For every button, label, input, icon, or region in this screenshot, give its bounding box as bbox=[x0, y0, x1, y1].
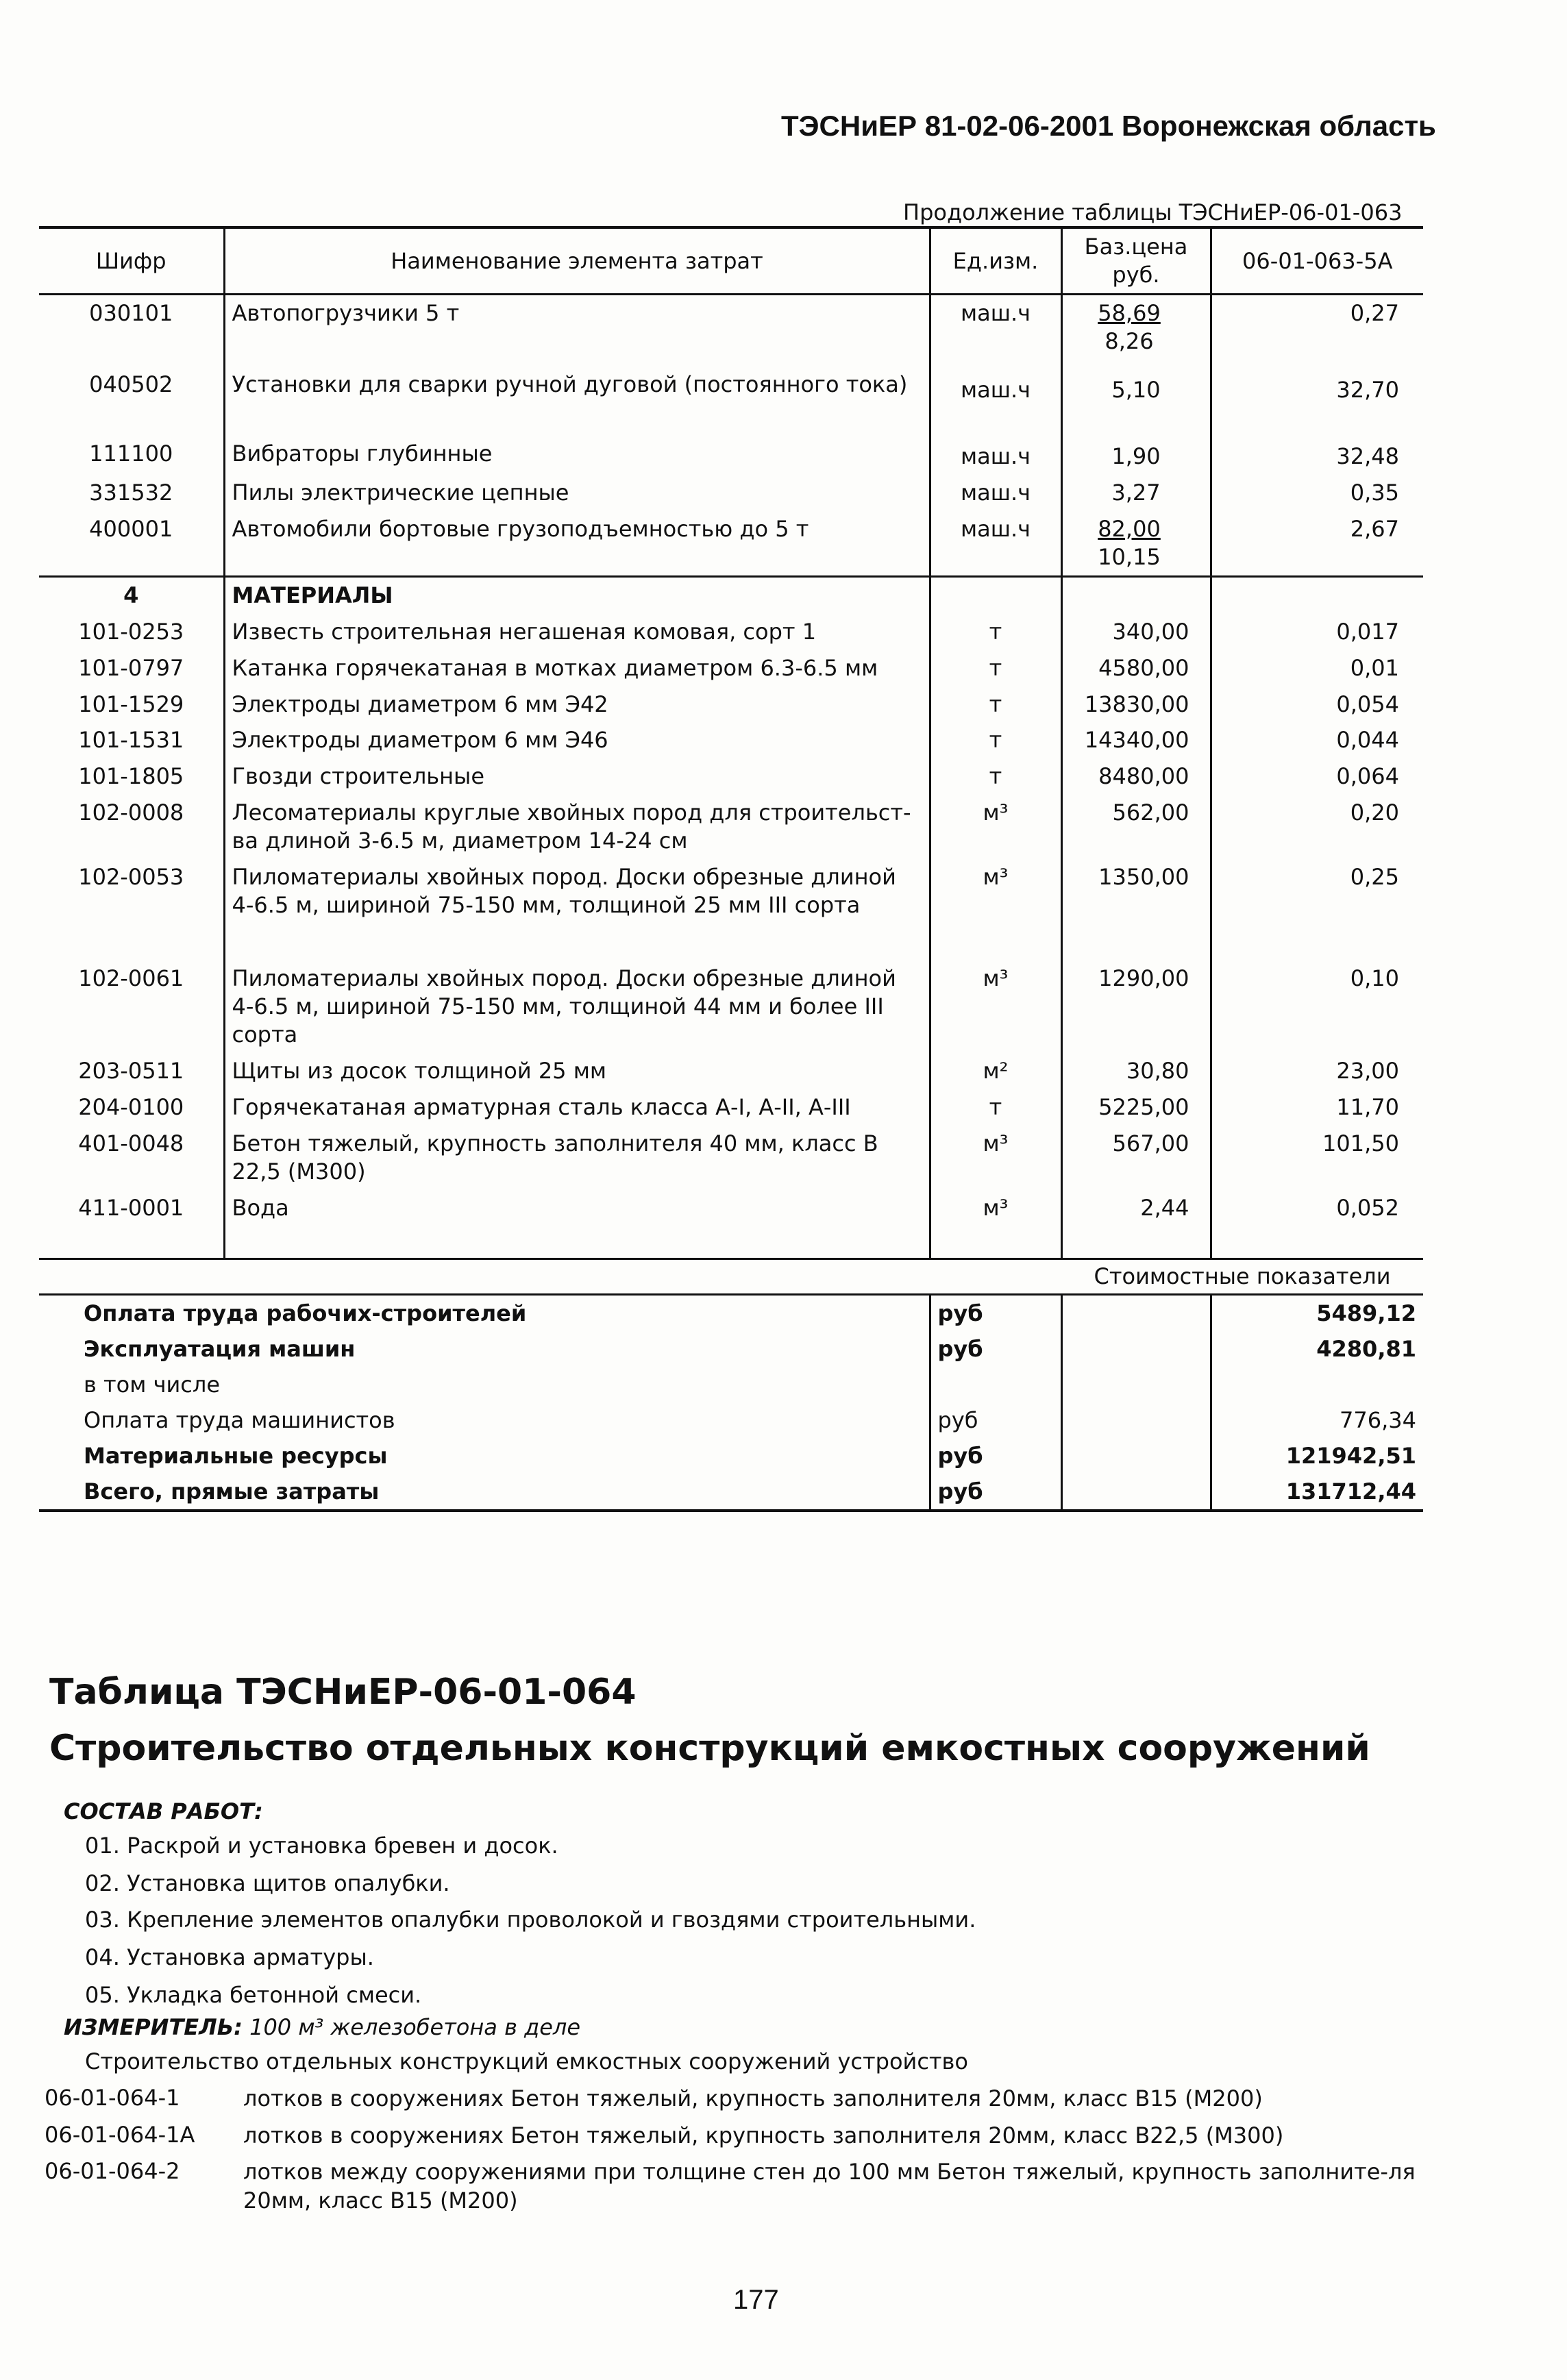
row-code: 101-1531 bbox=[39, 722, 224, 758]
cost-label: Оплата труда машинистов bbox=[39, 1402, 930, 1438]
row-unit: маш.ч bbox=[930, 408, 1061, 475]
row-value: 0,20 bbox=[1350, 799, 1399, 826]
row-price bbox=[1061, 511, 1211, 576]
row-unit: т bbox=[930, 1089, 1061, 1126]
row-value: 101,50 bbox=[1322, 1130, 1399, 1156]
row-name: Автомобили бортовые грузоподъемностью до 5 т bbox=[224, 511, 930, 576]
cost-header: Стоимостные показатели bbox=[1061, 1259, 1423, 1294]
row-name: Гвозди строительные bbox=[224, 758, 930, 795]
row-code: 400001 bbox=[39, 511, 224, 576]
row-unit: маш.ч bbox=[930, 360, 1061, 408]
variant-text: лотков в сооружениях Бетон тяжелый, крупность заполнителя 20мм, класс В15 (М200) bbox=[243, 2085, 1263, 2111]
table-header-row bbox=[39, 227, 1423, 295]
table-row bbox=[39, 475, 1423, 511]
cost-unit: руб bbox=[930, 1331, 1061, 1367]
row-price: 562,00 bbox=[1061, 795, 1211, 859]
price-main: 58,69 bbox=[1098, 300, 1161, 326]
row-value: 0,01 bbox=[1350, 654, 1399, 681]
row-price: 8480,00 bbox=[1061, 758, 1211, 795]
row-name: Пиломатериалы хвойных пород. Доски обрезные длиной 4-6.5 м, шириной 75-150 мм, толщиной 44 мм и более III сорта bbox=[224, 960, 930, 1053]
cost-unit: руб bbox=[930, 1294, 1061, 1331]
work-item: 04. Установка арматуры. bbox=[85, 1944, 374, 1970]
row-price: 1,90 bbox=[1061, 408, 1211, 475]
row-unit: м³ bbox=[930, 960, 1061, 1053]
row-price: 340,00 bbox=[1061, 614, 1211, 650]
variant-text: лотков между сооружениями при толщине стен до 100 мм Бетон тяжелый, крупность заполните-ля 20мм, класс В15 (М200) bbox=[243, 2159, 1416, 2214]
row-unit: м³ bbox=[930, 1126, 1061, 1190]
cost-row bbox=[39, 1402, 1423, 1438]
row-code: 101-0253 bbox=[39, 614, 224, 650]
row-code: 101-0797 bbox=[39, 650, 224, 686]
price-main: 82,00 bbox=[1098, 515, 1161, 542]
row-name: Горячекатаная арматурная сталь класса А-I, А-II, А-III bbox=[224, 1089, 930, 1126]
row-code: 102-0053 bbox=[39, 859, 224, 960]
row-code: 111100 bbox=[39, 408, 224, 475]
row-name: Пиломатериалы хвойных пород. Доски обрезные длиной 4-6.5 м, шириной 75-150 мм, толщиной 25 мм III сорта bbox=[224, 859, 930, 960]
meter-value: 100 м³ железобетона в деле bbox=[249, 2014, 581, 2040]
row-name: Лесоматериалы круглые хвойных пород для строительст-ва длиной 3-6.5 м, диаметром 14-24 см bbox=[224, 795, 930, 859]
variant-code: 06-01-064-1 bbox=[45, 2085, 180, 2111]
table-row bbox=[39, 360, 1423, 408]
row-unit: м³ bbox=[930, 1190, 1061, 1226]
row-value: 0,064 bbox=[1336, 763, 1399, 790]
row-price: 14340,00 bbox=[1061, 722, 1211, 758]
row-price: 1350,00 bbox=[1061, 859, 1211, 960]
row-unit: маш.ч bbox=[930, 295, 1061, 360]
row-unit: т bbox=[930, 686, 1061, 723]
row-value: 32,48 bbox=[1336, 443, 1399, 469]
table-row bbox=[39, 408, 1423, 475]
cost-value: 121942,51 bbox=[1285, 1442, 1416, 1469]
row-name: Электроды диаметром 6 мм Э42 bbox=[224, 686, 930, 723]
table-row bbox=[39, 650, 1423, 686]
row-code: 102-0008 bbox=[39, 795, 224, 859]
meter-label: ИЗМЕРИТЕЛЬ: bbox=[64, 2014, 243, 2040]
works-label: СОСТАВ РАБОТ: bbox=[64, 1798, 263, 1824]
cost-value: 5489,12 bbox=[1316, 1300, 1416, 1326]
table-row bbox=[39, 1089, 1423, 1126]
row-value: 0,10 bbox=[1350, 965, 1399, 992]
row-price: 567,00 bbox=[1061, 1126, 1211, 1190]
row-value: 0,27 bbox=[1350, 300, 1399, 326]
row-code: 101-1529 bbox=[39, 686, 224, 723]
row-value: 11,70 bbox=[1336, 1094, 1399, 1121]
row-code: 040502 bbox=[39, 360, 224, 408]
cost-row-total bbox=[39, 1474, 1423, 1511]
variant-code: 06-01-064-2 bbox=[45, 2158, 180, 2184]
row-value: 0,25 bbox=[1350, 864, 1399, 891]
row-price: 13830,00 bbox=[1061, 686, 1211, 723]
table2-description: Строительство отдельных конструкций емкостных сооружений устройство bbox=[85, 2048, 968, 2074]
row-code: 030101 bbox=[39, 295, 224, 360]
column-header-unit: Ед.изм. bbox=[930, 227, 1061, 295]
row-value: 32,70 bbox=[1336, 376, 1399, 403]
row-name: Пилы электрические цепные bbox=[224, 475, 930, 511]
row-price: 30,80 bbox=[1061, 1053, 1211, 1089]
row-name: Вода bbox=[224, 1190, 930, 1226]
row-code: 203-0511 bbox=[39, 1053, 224, 1089]
variant-text: лотков в сооружениях Бетон тяжелый, крупность заполнителя 20мм, класс В22,5 (М300) bbox=[243, 2122, 1284, 2148]
table2-title: Таблица ТЭСНиЕР-06-01-064 bbox=[49, 1672, 637, 1713]
table-continuation-label: Продолжение таблицы ТЭСНиЕР-06-01-063 bbox=[903, 199, 1403, 225]
row-value: 2,67 bbox=[1350, 515, 1399, 542]
row-code: 204-0100 bbox=[39, 1089, 224, 1126]
row-name: Вибраторы глубинные bbox=[224, 408, 930, 475]
row-name: Бетон тяжелый, крупность заполнителя 40 мм, класс В 22,5 (М300) bbox=[224, 1126, 930, 1190]
row-code: 101-1805 bbox=[39, 758, 224, 795]
row-value: 0,044 bbox=[1336, 727, 1399, 754]
cost-header-row bbox=[39, 1259, 1423, 1294]
table-row bbox=[39, 859, 1423, 960]
row-unit: м³ bbox=[930, 795, 1061, 859]
row-price: 5225,00 bbox=[1061, 1089, 1211, 1126]
cost-row bbox=[39, 1331, 1423, 1367]
table-row bbox=[39, 758, 1423, 795]
row-value: 0,052 bbox=[1336, 1194, 1399, 1221]
row-unit: м² bbox=[930, 1053, 1061, 1089]
cost-unit: руб bbox=[930, 1402, 1061, 1438]
cost-label: Материальные ресурсы bbox=[39, 1438, 930, 1474]
work-item: 02. Установка щитов опалубки. bbox=[85, 1870, 450, 1896]
table-row bbox=[39, 1126, 1423, 1190]
work-item: 01. Раскрой и установка бревен и досок. bbox=[85, 1833, 558, 1859]
table-row bbox=[39, 1190, 1423, 1226]
cost-unit: руб bbox=[930, 1474, 1061, 1511]
cost-unit: руб bbox=[930, 1438, 1061, 1474]
row-unit: маш.ч bbox=[930, 475, 1061, 511]
cost-label: Всего, прямые затраты bbox=[39, 1474, 930, 1511]
price-labor: 10,15 bbox=[1098, 543, 1161, 570]
table-row bbox=[39, 795, 1423, 859]
variant-code: 06-01-064-1А bbox=[45, 2122, 195, 2148]
row-value: 23,00 bbox=[1336, 1058, 1399, 1084]
cost-label: Эксплуатация машин bbox=[39, 1331, 930, 1367]
row-name: Катанка горячекатаная в мотках диаметром 6.3-6.5 мм bbox=[224, 650, 930, 686]
row-name: Автопогрузчики 5 т bbox=[224, 295, 930, 360]
cost-value: 4280,81 bbox=[1316, 1335, 1416, 1362]
row-code: 102-0061 bbox=[39, 960, 224, 1053]
row-code: 401-0048 bbox=[39, 1126, 224, 1190]
meter bbox=[64, 2014, 580, 2040]
table-row bbox=[39, 511, 1423, 576]
section-row-materials bbox=[39, 576, 1423, 613]
table2-subtitle: Строительство отдельных конструкций емкостных сооружений bbox=[49, 1728, 1370, 1769]
table-row bbox=[39, 295, 1423, 360]
table-row bbox=[39, 1053, 1423, 1089]
row-value: 0,054 bbox=[1336, 691, 1399, 717]
row-code: 331532 bbox=[39, 475, 224, 511]
page-number: 177 bbox=[733, 2285, 779, 2315]
table-row bbox=[39, 614, 1423, 650]
section-title: МАТЕРИАЛЫ bbox=[224, 576, 930, 613]
row-price: 3,27 bbox=[1061, 475, 1211, 511]
row-price: 4580,00 bbox=[1061, 650, 1211, 686]
row-value: 0,35 bbox=[1350, 479, 1399, 506]
row-name: Щиты из досок толщиной 25 мм bbox=[224, 1053, 930, 1089]
row-unit: м³ bbox=[930, 859, 1061, 960]
cost-row bbox=[39, 1438, 1423, 1474]
table-row bbox=[39, 722, 1423, 758]
column-header-price: Баз.цена руб. bbox=[1061, 227, 1211, 295]
row-name: Известь строительная негашеная комовая, сорт 1 bbox=[224, 614, 930, 650]
work-item: 03. Крепление элементов опалубки проволокой и гвоздями строительными. bbox=[85, 1907, 976, 1933]
row-price: 1290,00 bbox=[1061, 960, 1211, 1053]
cost-value: 131712,44 bbox=[1211, 1474, 1423, 1511]
resource-table bbox=[39, 226, 1423, 1512]
row-unit: т bbox=[930, 650, 1061, 686]
page-header: ТЭСНиЕР 81-02-06-2001 Воронежская область bbox=[781, 110, 1436, 142]
row-unit: маш.ч bbox=[930, 511, 1061, 576]
column-header-norm: 06-01-063-5А bbox=[1211, 227, 1423, 295]
table-row bbox=[39, 686, 1423, 723]
row-price: 2,44 bbox=[1061, 1190, 1211, 1226]
row-unit: т bbox=[930, 722, 1061, 758]
cost-value: 776,34 bbox=[1340, 1406, 1416, 1433]
cost-label: Оплата труда рабочих-строителей bbox=[39, 1294, 930, 1331]
row-unit: т bbox=[930, 758, 1061, 795]
row-code: 411-0001 bbox=[39, 1190, 224, 1226]
price-labor: 8,26 bbox=[1105, 327, 1154, 354]
row-name: Электроды диаметром 6 мм Э46 bbox=[224, 722, 930, 758]
table-row bbox=[39, 960, 1423, 1053]
work-item: 05. Укладка бетонной смеси. bbox=[85, 1982, 422, 2008]
cost-label: в том числе bbox=[39, 1367, 930, 1402]
row-name: Установки для сварки ручной дуговой (постоянного тока) bbox=[224, 360, 930, 408]
column-header-name: Наименование элемента затрат bbox=[224, 227, 930, 295]
row-value: 0,017 bbox=[1336, 618, 1399, 645]
section-code: 4 bbox=[39, 576, 224, 613]
row-price: 5,10 bbox=[1061, 360, 1211, 408]
row-unit: т bbox=[930, 614, 1061, 650]
cost-row bbox=[39, 1367, 1423, 1402]
row-price bbox=[1061, 295, 1211, 360]
column-header-code: Шифр bbox=[39, 227, 224, 295]
cost-row bbox=[39, 1294, 1423, 1331]
